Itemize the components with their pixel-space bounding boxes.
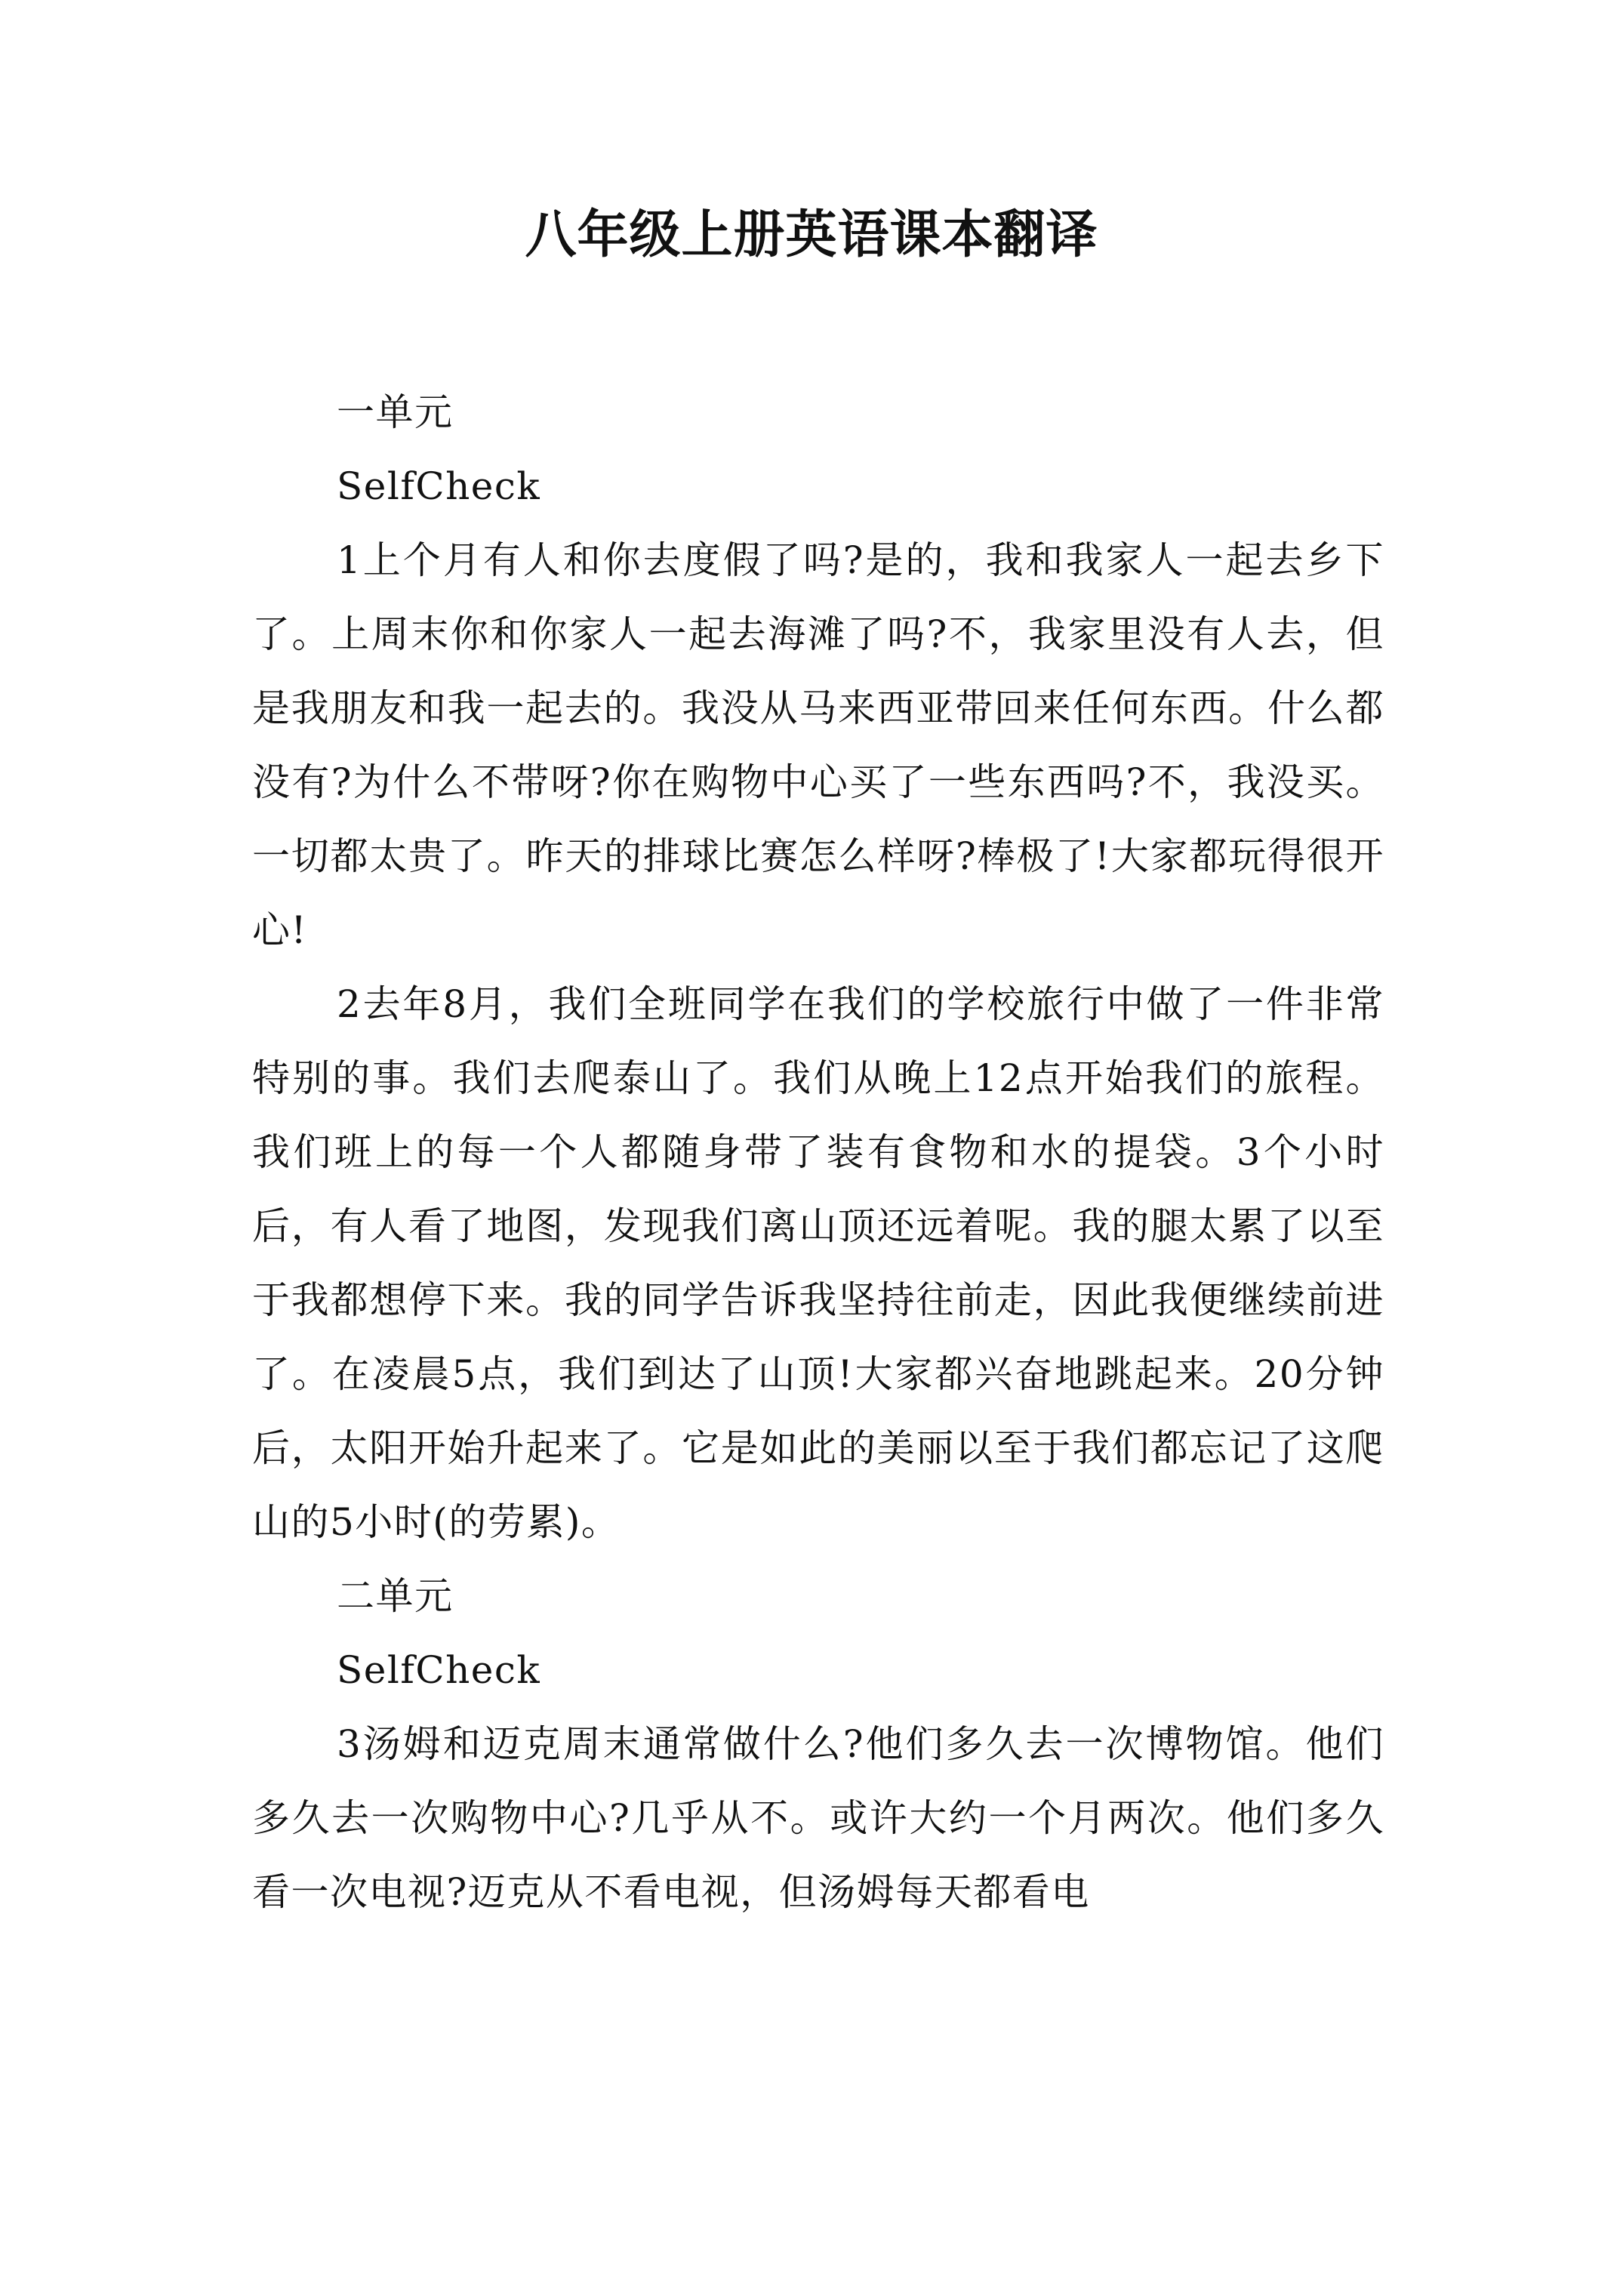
- section-heading: SelfCheck: [337, 464, 541, 508]
- document-title: 八年级上册英语课本翻译: [525, 205, 1098, 265]
- unit-heading: 二单元: [337, 1574, 454, 1618]
- section-heading: SelfCheck: [337, 1648, 541, 1692]
- document-body: [252, 375, 1384, 1929]
- body-paragraph: 2去年8月，我们全班同学在我们的学校旅行中做了一件非常特别的事。我们去爬泰山了。我们从晚上12点开始我们的旅程。我们班上的每一个人都随身带了装有食物和水的提袋。3个小时后，有人看了地图，发现我们离山顶还远着呢。我的腿太累了以至于我都想停下来。我的同学告诉我坚持往前走，因此我便继续前进了。在凌晨5点，我们到达了山顶!大家都兴奋地跳起来。20分钟后，太阳开始升起来了。它是如此的美丽以至于我们都忘记了这爬山的5小时(的劳累)。: [252, 982, 1384, 1544]
- body-paragraph: 3汤姆和迈克周末通常做什么?他们多久去一次博物馆。他们多久去一次购物中心?几乎从不。或许大约一个月两次。他们多久看一次电视?迈克从不看电视，但汤姆每天都看电: [252, 1722, 1384, 1914]
- unit-heading: 一单元: [337, 390, 454, 434]
- body-paragraph: 1上个月有人和你去度假了吗?是的，我和我家人一起去乡下了。上周末你和你家人一起去海滩了吗?不，我家里没有人去，但是我朋友和我一起去的。我没从马来西亚带回来任何东西。什么都没有?为什么不带呀?你在购物中心买了一些东西吗?不，我没买。一切都太贵了。昨天的排球比赛怎么样呀?棒极了!大家都玩得很开心!: [252, 538, 1384, 952]
